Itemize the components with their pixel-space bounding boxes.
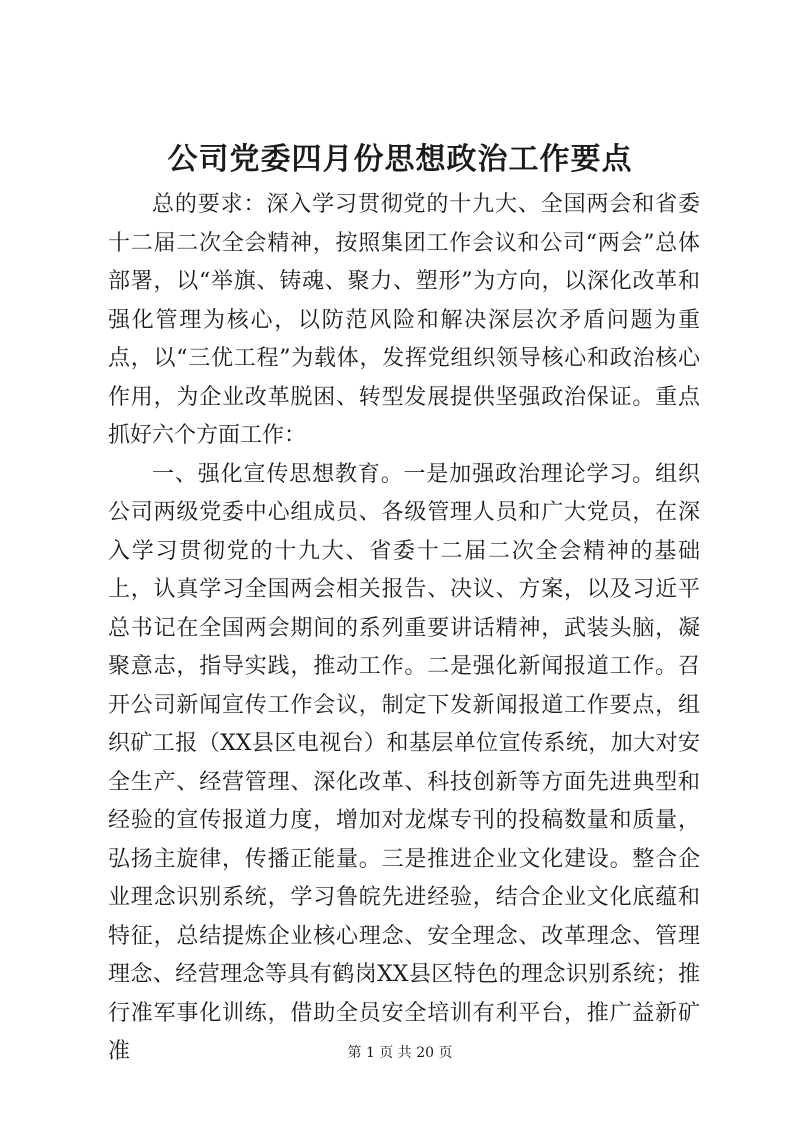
paragraph-general-requirements: 总的要求：深入学习贯彻党的十九大、全国两会和省委十二届二次全会精神，按照集团工作会议和公司“两会”总体部署，以“举旗、铸魂、聚力、塑形”为方向，以深化改革和强化管理为核心，以防范风险和解决深层次矛盾问题为重点，以“三优工程”为载体，发挥党组织领导核心和政治核心作用，为企业改革脱困、转型发展提供坚强政治保证。重点抓好六个方面工作： <box>108 192 700 448</box>
document-title: 公司党委四月份思想政治工作要点 <box>167 142 633 177</box>
page-number-footer: 第 1 页 共 20 页 <box>347 1045 453 1061</box>
document-body <box>108 186 700 1072</box>
paragraph-section-one: 一、强化宣传思想教育。一是加强政治理论学习。组织公司两级党委中心组成员、各级管理人员和广大党员，在深入学习贯彻党的十九大、省委十二届二次全会精神的基础上，认真学习全国两会相关报告、决议、方案，以及习近平总书记在全国两会期间的系列重要讲话精神，武装头脑，凝聚意志，指导实践，推动工作。二是强化新闻报道工作。召开公司新闻宣传工作会议，制定下发新闻报道工作要点，组织矿工报（XX县区电视台）和基层单位宣传系统，加大对安全生产、经营管理、深化改革、科技创新等方面先进典型和经验的宣传报道力度，增加对龙煤专刊的投稿数量和质量，弘扬主旋律，传播正能量。三是推进企业文化建设。整合企业理念识别系统，学习鲁皖先进经验，结合企业文化底蕴和特征，总结提炼企业核心理念、安全理念、改革理念、管理理念、经营理念等具有鹤岗XX县区特色的理念识别系统；推行准军事化训练，借助全员安全培训有利平台，推广益新矿准 <box>108 461 700 1064</box>
